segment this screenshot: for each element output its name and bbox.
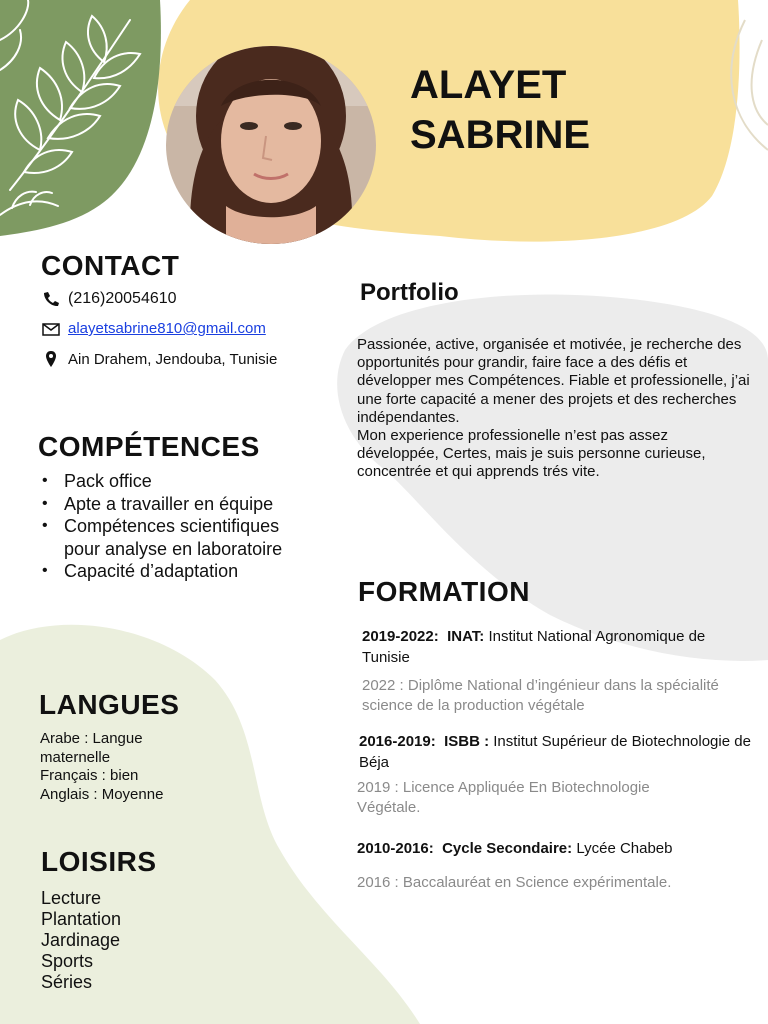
- portfolio-paragraph: Passionée, active, organisée et motivée, je recherche des opportunités pour grandir, faire face a des défis et développer mes Compétences. Fiable et professionelle, j’ai une forte capacité a mener des projets et des recherches indépendantes.: [357, 336, 750, 426]
- contact-email: [42, 320, 266, 337]
- hobby-item: Jardinage: [41, 930, 121, 950]
- language-item: Français : bien: [40, 767, 139, 784]
- skill-item: • Capacité d’adaptation: [40, 560, 310, 583]
- formation-school-full: Institut National Agronomique de Tunisie: [362, 628, 706, 666]
- map-pin-icon: [42, 350, 60, 368]
- portfolio-text: [357, 336, 753, 482]
- formation-school-short: ISBB :: [444, 733, 490, 750]
- envelope-icon: [42, 322, 60, 336]
- formation-entry: [359, 731, 755, 773]
- formation-entry: [357, 838, 753, 859]
- language-item: Anglais : Moyenne: [40, 785, 164, 803]
- email-link[interactable]: alayetsabrine810@gmail.com: [68, 320, 266, 337]
- languages-heading: LANGUES: [39, 689, 180, 720]
- contact-address: [42, 350, 277, 368]
- portfolio-heading: Portfolio: [360, 279, 459, 306]
- address-text: Ain Drahem, Jendouba, Tunisie: [68, 350, 278, 368]
- formation-school-short: INAT:: [447, 628, 485, 645]
- formation-entry: [362, 626, 752, 668]
- contact-phone: [42, 290, 177, 308]
- contact-heading: CONTACT: [41, 250, 180, 281]
- formation-period: 2016-2019:: [359, 733, 436, 750]
- hobby-item: Lecture: [41, 888, 102, 908]
- hobbies-heading: LOISIRS: [41, 846, 157, 877]
- hobby-item: Séries: [41, 972, 93, 992]
- hobby-item: Plantation: [41, 909, 122, 929]
- portfolio-paragraph: Mon experience professionelle n’est pas assez développée, Certes, mais je suis personne curieuse, concentrée et qui apprends trés vite.: [357, 427, 706, 481]
- hobby-item: Sports: [41, 951, 94, 971]
- hobbies-list: [41, 888, 121, 993]
- skill-item: • Compétences scientifiques pour analyse en laboratoire: [40, 515, 310, 560]
- skills-heading: COMPÉTENCES: [38, 431, 260, 462]
- first-name: SABRINE: [410, 113, 591, 157]
- green-leaf-blob: [0, 0, 161, 236]
- last-name: ALAYET: [410, 63, 567, 107]
- skill-item: • Pack office: [40, 470, 310, 493]
- formation-detail: 2019 : Licence Appliquée En Biotechnologie Végétale.: [357, 779, 650, 816]
- languages-list: [40, 730, 210, 804]
- profile-photo: [166, 46, 376, 244]
- phone-number: (216)20054610: [68, 290, 177, 307]
- formation-period: 2019-2022:: [362, 628, 439, 645]
- formation-detail: 2022 : Diplôme National d’ingénieur dans la spécialité science de la production végétale: [362, 677, 719, 714]
- formation-school-full: Institut Supérieur de Biotechnologie de Béja: [359, 733, 751, 771]
- formation-school-full: Lycée Chabeb: [576, 840, 673, 857]
- phone-icon: [42, 291, 60, 307]
- language-item: Arabe : Langue maternelle: [40, 730, 143, 766]
- formation-detail: 2016 : Baccalauréat en Science expérimentale.: [357, 874, 672, 891]
- person-name: [410, 60, 590, 160]
- formation-heading: FORMATION: [358, 576, 530, 607]
- skill-item: • Apte a travailler en équipe: [40, 493, 310, 516]
- skills-list: [40, 470, 310, 583]
- formation-period: 2010-2016:: [357, 840, 434, 857]
- formation-school-short: Cycle Secondaire:: [442, 840, 573, 857]
